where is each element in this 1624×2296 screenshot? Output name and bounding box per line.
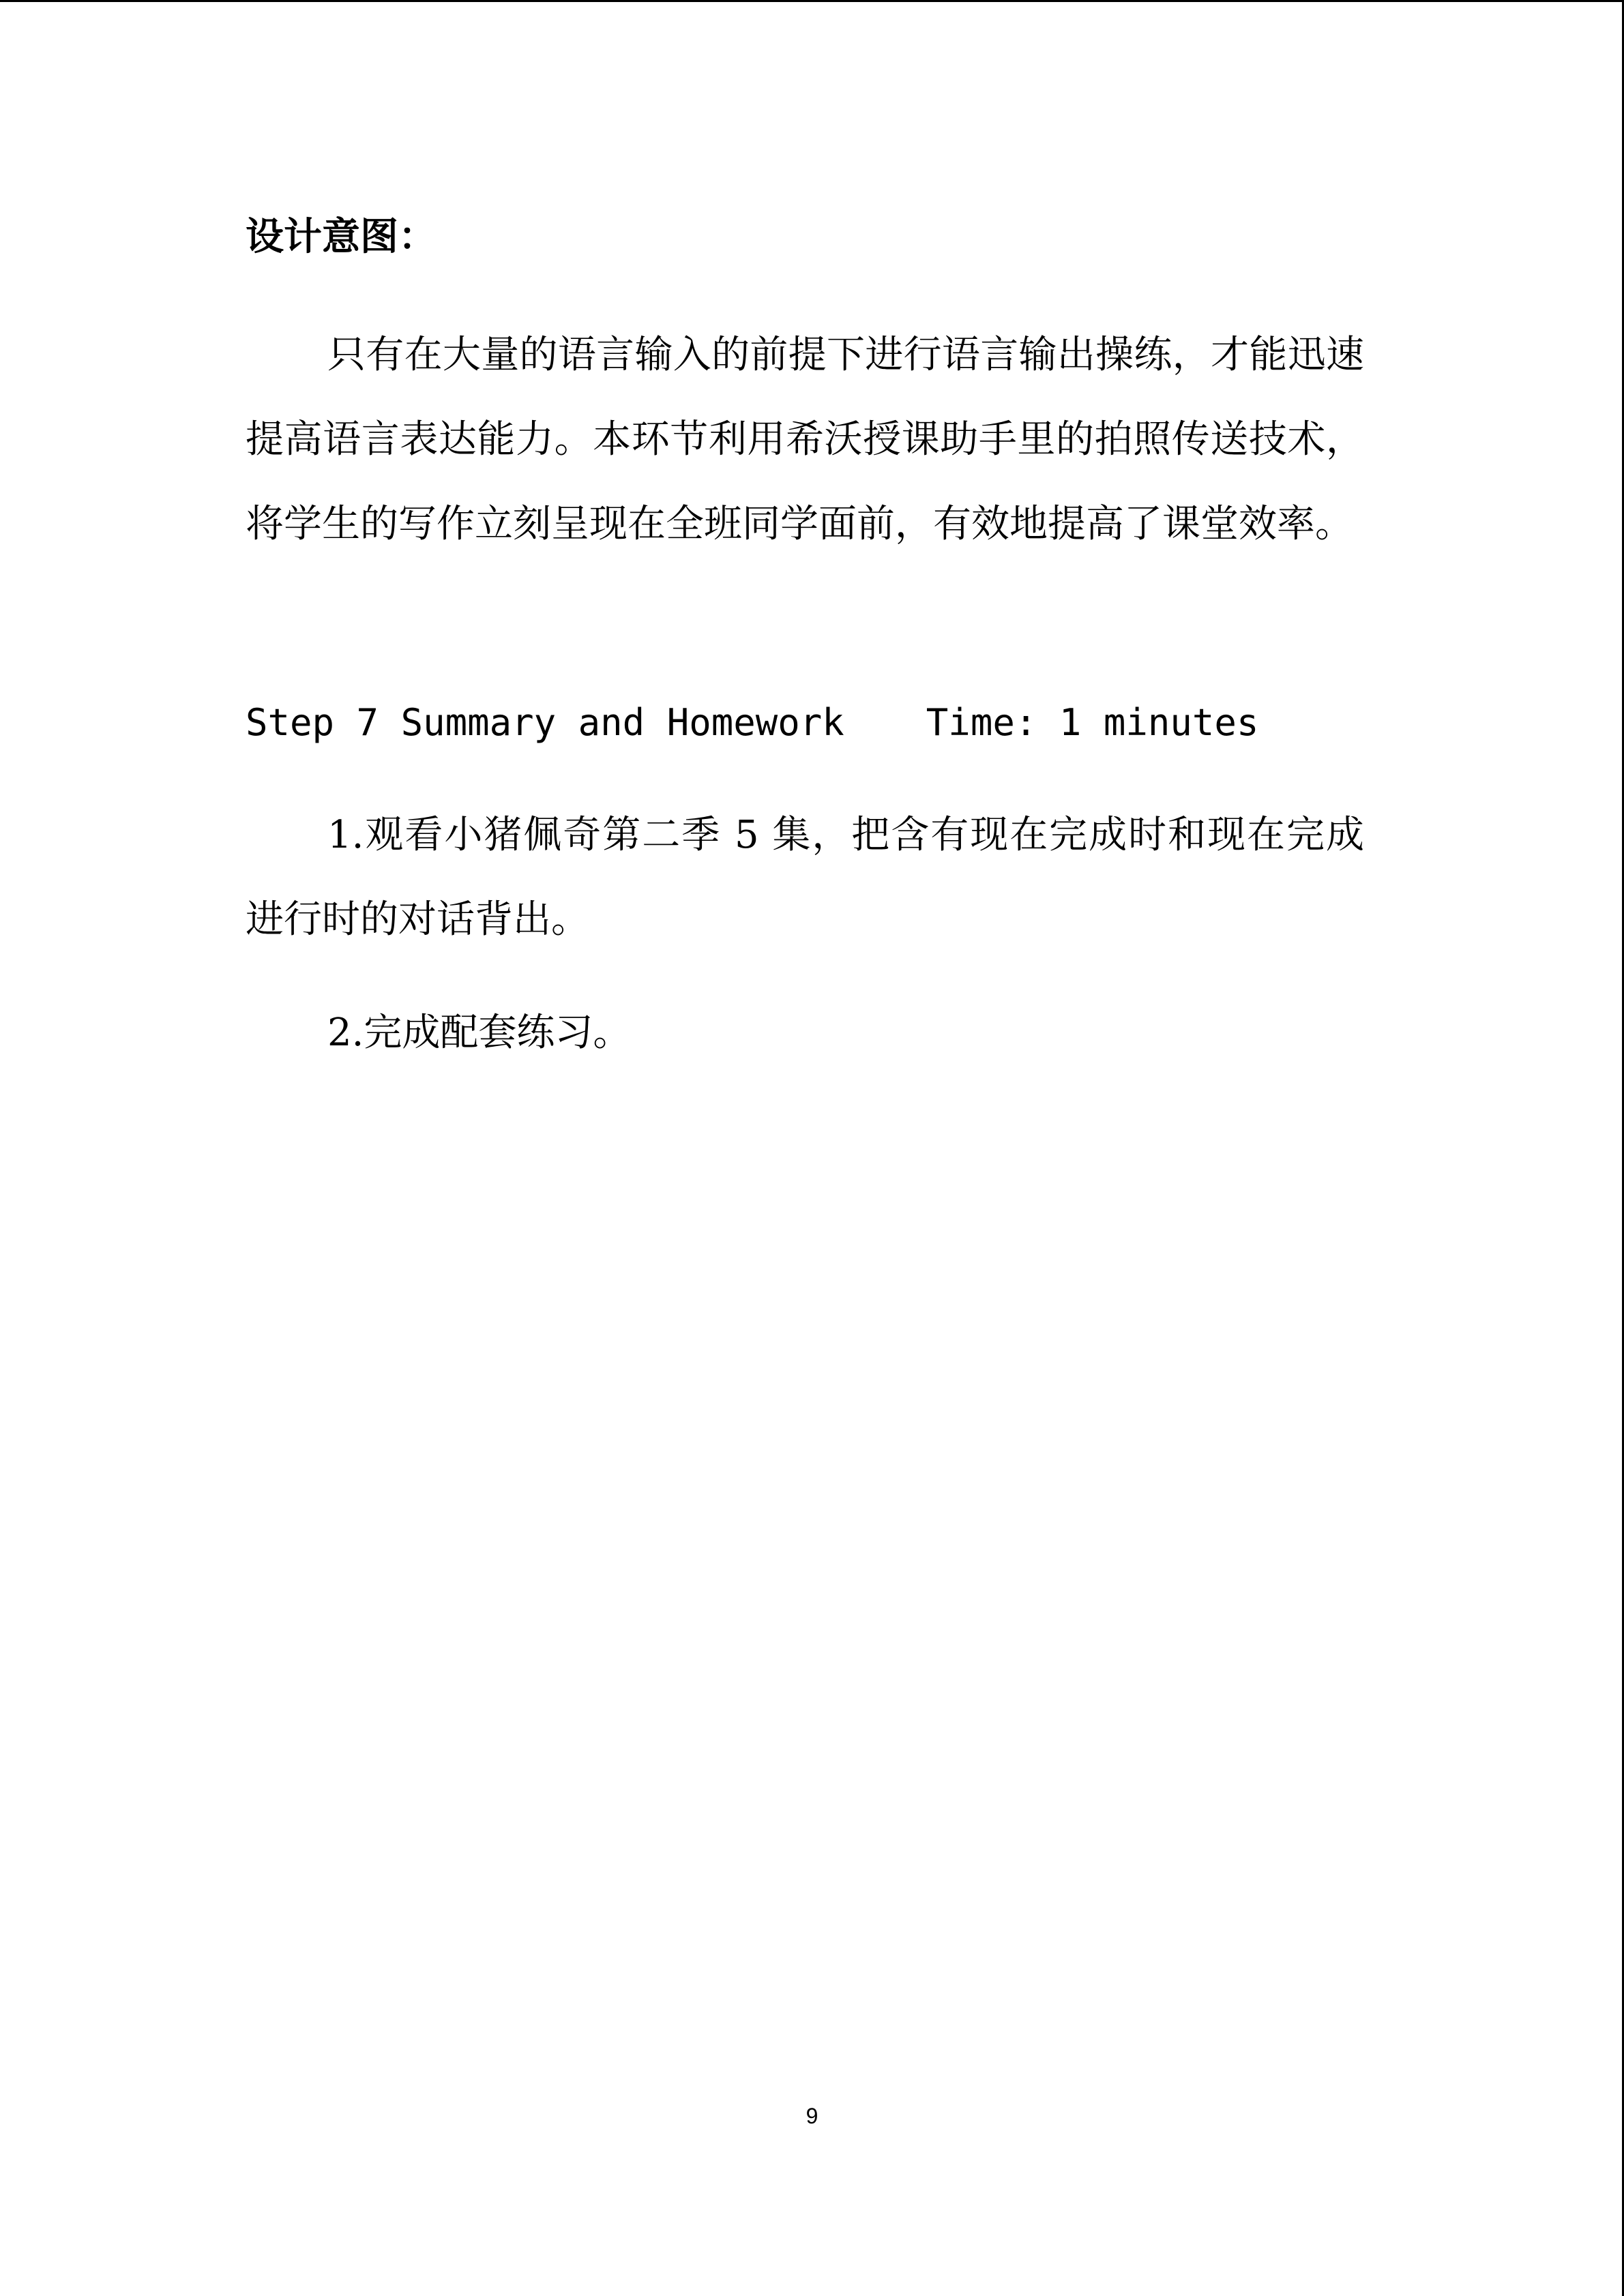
- intent-paragraph: 只有在大量的语言输入的前提下进行语言输出操练，才能迅速提高语言表达能力。本环节利用希沃授课助手里的拍照传送技术，将学生的写作立刻呈现在全班同学面前，有效地提高了课堂效率。: [246, 333, 1364, 546]
- section-heading: 设计意图：: [246, 215, 437, 259]
- homework-item: 1.观看小猪佩奇第二季 5 集，把含有现在完成时和现在完成进行时的对话背出。: [246, 813, 1364, 942]
- step-time: Time: 1 minutes: [926, 701, 1259, 744]
- step-title: Step 7 Summary and Homework: [246, 701, 844, 744]
- homework-item: 2.完成配套练习。: [327, 1011, 632, 1055]
- step-header: [246, 692, 1258, 754]
- page-number: 9: [806, 2104, 818, 2128]
